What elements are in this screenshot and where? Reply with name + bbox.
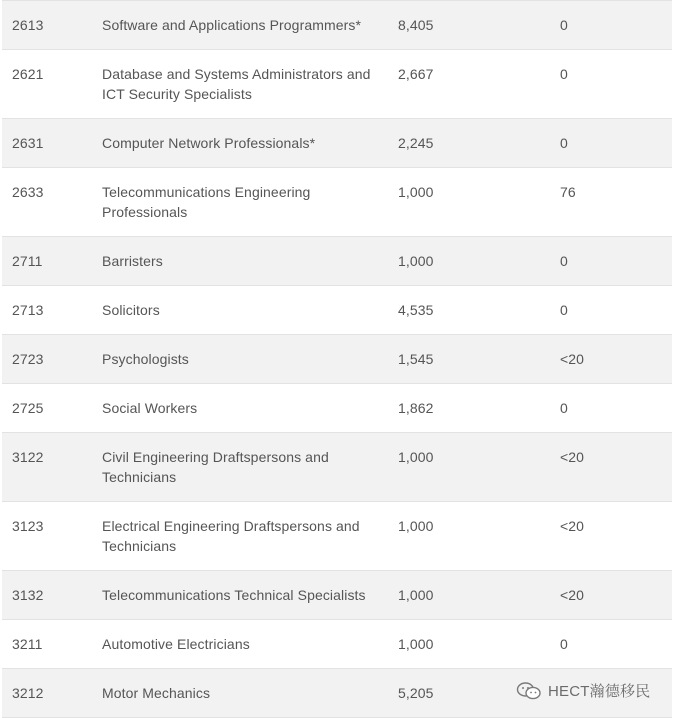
table-row	[2, 50, 672, 119]
occupation-ceiling: 1,545	[398, 351, 434, 367]
occupation-name: Social Workers	[102, 400, 198, 416]
invitations-issued: 0	[560, 66, 568, 82]
occupation-ceiling: 1,000	[398, 449, 434, 465]
invitations-issued: 0	[560, 253, 568, 269]
occupation-ceiling: 5,205	[398, 685, 434, 701]
occupation-ceiling: 8,405	[398, 17, 434, 33]
occupation-name: Automotive Electricians	[102, 636, 250, 652]
occupation-table	[2, 0, 672, 718]
occupation-code: 3212	[12, 685, 44, 701]
occupation-code: 3123	[12, 518, 44, 534]
occupation-code: 2633	[12, 184, 44, 200]
occupation-code: 2723	[12, 351, 44, 367]
occupation-name: Motor Mechanics	[102, 685, 211, 701]
occupation-code: 3132	[12, 587, 44, 603]
occupation-name: Software and Applications Programmers*	[102, 17, 362, 33]
occupation-name: Computer Network Professionals*	[102, 135, 316, 151]
table-row	[2, 335, 672, 384]
table-row	[2, 168, 672, 237]
occupation-name: Solicitors	[102, 302, 160, 318]
occupation-ceiling: 1,862	[398, 400, 434, 416]
occupation-name: Psychologists	[102, 351, 189, 367]
occupation-name: Electrical Engineering Draftspersons and Technicians	[102, 518, 360, 554]
watermark	[516, 680, 650, 701]
table-row	[2, 384, 672, 433]
wechat-icon	[516, 682, 542, 700]
table-row	[2, 1, 672, 50]
table-row	[2, 119, 672, 168]
invitations-issued: <20	[560, 587, 585, 603]
table-row	[2, 433, 672, 502]
occupation-ceiling: 1,000	[398, 253, 434, 269]
occupation-name: Telecommunications Engineering Professionals	[102, 184, 311, 220]
occupation-code: 2613	[12, 17, 44, 33]
invitations-issued: <20	[560, 518, 585, 534]
table-row	[2, 571, 672, 620]
invitations-issued: 0	[560, 135, 568, 151]
occupation-name: Barristers	[102, 253, 163, 269]
invitations-issued: 0	[560, 636, 568, 652]
invitations-issued: 0	[560, 400, 568, 416]
occupation-code: 2631	[12, 135, 44, 151]
table-row	[2, 620, 672, 669]
occupation-code: 3211	[12, 636, 43, 652]
table-row	[2, 502, 672, 571]
occupation-code: 2713	[12, 302, 44, 318]
invitations-issued: <20	[560, 449, 585, 465]
watermark-text: HECT瀚德移民	[548, 683, 651, 700]
occupation-ceiling: 2,667	[398, 66, 434, 82]
occupation-name: Civil Engineering Draftspersons and Technicians	[102, 449, 329, 485]
occupation-ceiling: 1,000	[398, 587, 434, 603]
table-row	[2, 286, 672, 335]
occupation-name: Telecommunications Technical Specialists	[102, 587, 366, 603]
invitations-issued: <20	[560, 351, 585, 367]
occupation-code: 2725	[12, 400, 44, 416]
occupation-code: 2711	[12, 253, 43, 269]
occupation-code: 2621	[12, 66, 44, 82]
invitations-issued: 76	[560, 184, 576, 200]
invitations-issued: 0	[560, 17, 568, 33]
occupation-ceiling: 1,000	[398, 518, 434, 534]
occupation-ceiling: 2,245	[398, 135, 434, 151]
occupation-name: Database and Systems Administrators and ICT Security Specialists	[102, 66, 371, 102]
occupation-ceiling: 4,535	[398, 302, 434, 318]
table-row	[2, 237, 672, 286]
occupation-code: 3122	[12, 449, 44, 465]
occupation-ceiling: 1,000	[398, 636, 434, 652]
invitations-issued: 0	[560, 302, 568, 318]
occupation-ceiling: 1,000	[398, 184, 434, 200]
